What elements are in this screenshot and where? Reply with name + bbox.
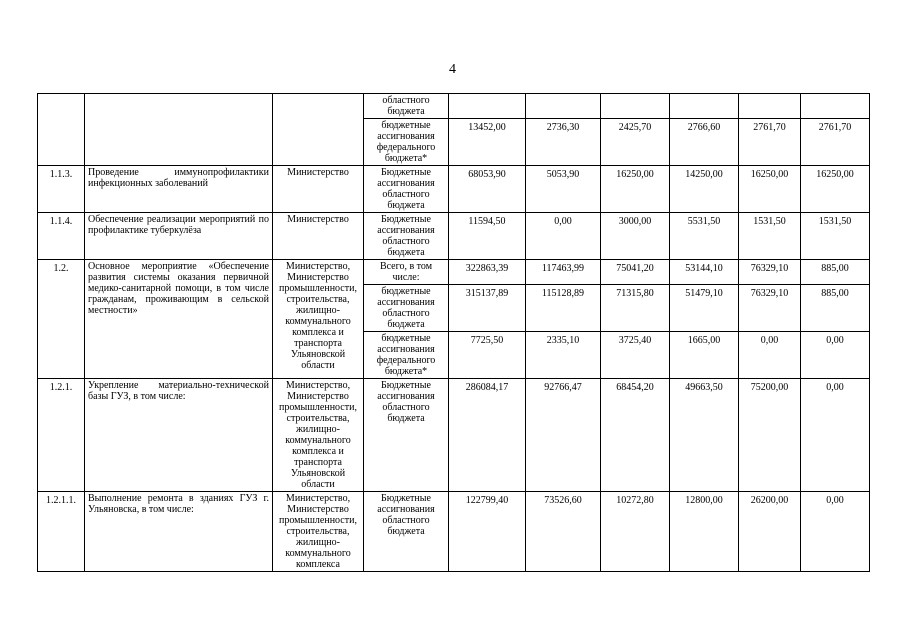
table-row (38, 94, 870, 119)
item-name: Выполнение ремонта в зданиях ГУЗ г. Ульяновска, в том числе: (85, 492, 273, 572)
value-cell: 322863,39 (449, 260, 526, 285)
table-row (38, 492, 870, 572)
value-cell: 68454,20 (601, 379, 670, 492)
item-name: Обеспечение реализации мероприятий по профилактике туберкулёза (85, 213, 273, 260)
value-cell: 3000,00 (601, 213, 670, 260)
value-cell: 7725,50 (449, 332, 526, 379)
item-executor: Министерство (273, 213, 364, 260)
item-number (38, 94, 85, 166)
value-cell: 5053,90 (526, 166, 601, 213)
value-cell: 2335,10 (526, 332, 601, 379)
value-cell: 117463,99 (526, 260, 601, 285)
value-cell: 68053,90 (449, 166, 526, 213)
funding-source: Бюджетные ассигнования областного бюджета (364, 379, 449, 492)
value-cell: 12800,00 (670, 492, 739, 572)
item-number: 1.2. (38, 260, 85, 379)
table-row (38, 260, 870, 285)
value-cell: 16250,00 (601, 166, 670, 213)
value-cell: 2766,60 (670, 119, 739, 166)
item-executor: Министерство, Министерство промышленности, строительства, жилищно-коммунального комплекса и транспорта Ульяновской области (273, 260, 364, 379)
item-number: 1.2.1.1. (38, 492, 85, 572)
value-cell: 75041,20 (601, 260, 670, 285)
item-number: 1.2.1. (38, 379, 85, 492)
funding-source: Бюджетные ассигнования областного бюджета (364, 166, 449, 213)
value-cell: 2736,30 (526, 119, 601, 166)
item-executor: Министерство, Министерство промышленности, строительства, жилищно-коммунального комплекса и транспорта Ульяновской области (273, 379, 364, 492)
item-name: Укрепление материально-технической базы ГУЗ, в том числе: (85, 379, 273, 492)
value-cell: 76329,10 (739, 260, 801, 285)
funding-source: Бюджетные ассигнования областного бюджета (364, 213, 449, 260)
value-cell: 16250,00 (739, 166, 801, 213)
funding-source: Бюджетные ассигнования областного бюджета (364, 492, 449, 572)
value-cell: 0,00 (739, 332, 801, 379)
funding-source: областного бюджета (364, 94, 449, 119)
value-cell: 75200,00 (739, 379, 801, 492)
value-cell: 2761,70 (739, 119, 801, 166)
value-cell (526, 94, 601, 119)
value-cell: 5531,50 (670, 213, 739, 260)
value-cell (670, 94, 739, 119)
value-cell: 2761,70 (801, 119, 870, 166)
value-cell: 286084,17 (449, 379, 526, 492)
value-cell: 53144,10 (670, 260, 739, 285)
value-cell: 10272,80 (601, 492, 670, 572)
table-row (38, 379, 870, 492)
value-cell: 3725,40 (601, 332, 670, 379)
value-cell: 0,00 (801, 379, 870, 492)
value-cell: 13452,00 (449, 119, 526, 166)
value-cell: 51479,10 (670, 285, 739, 332)
value-cell: 16250,00 (801, 166, 870, 213)
item-name: Проведение иммунопрофилактики инфекционных заболеваний (85, 166, 273, 213)
item-number: 1.1.4. (38, 213, 85, 260)
value-cell: 0,00 (526, 213, 601, 260)
funding-source: Всего, в том числе: (364, 260, 449, 285)
value-cell: 73526,60 (526, 492, 601, 572)
value-cell (801, 94, 870, 119)
item-executor: Министерство (273, 166, 364, 213)
value-cell: 1531,50 (739, 213, 801, 260)
item-name (85, 94, 273, 166)
value-cell: 76329,10 (739, 285, 801, 332)
value-cell: 26200,00 (739, 492, 801, 572)
table-row (38, 213, 870, 260)
funding-source: бюджетные ассигнования федерального бюджета* (364, 119, 449, 166)
value-cell: 2425,70 (601, 119, 670, 166)
value-cell: 49663,50 (670, 379, 739, 492)
value-cell: 122799,40 (449, 492, 526, 572)
value-cell: 0,00 (801, 492, 870, 572)
value-cell: 14250,00 (670, 166, 739, 213)
page-number: 4 (449, 62, 456, 77)
value-cell: 885,00 (801, 285, 870, 332)
value-cell: 1665,00 (670, 332, 739, 379)
item-executor: Министерство, Министерство промышленности, строительства, жилищно-коммунального комплекса (273, 492, 364, 572)
value-cell: 71315,80 (601, 285, 670, 332)
value-cell: 115128,89 (526, 285, 601, 332)
funding-source: бюджетные ассигнования областного бюджета (364, 285, 449, 332)
value-cell: 1531,50 (801, 213, 870, 260)
value-cell (739, 94, 801, 119)
value-cell: 315137,89 (449, 285, 526, 332)
value-cell: 885,00 (801, 260, 870, 285)
item-name: Основное мероприятие «Обеспечение развития системы оказания первичной медико-санитарной помощи, в том числе гражданам, проживающим в сельской местности» (85, 260, 273, 379)
value-cell: 92766,47 (526, 379, 601, 492)
item-number: 1.1.3. (38, 166, 85, 213)
table-row (38, 166, 870, 213)
budget-table (37, 93, 870, 572)
funding-source: бюджетные ассигнования федерального бюджета* (364, 332, 449, 379)
value-cell (449, 94, 526, 119)
item-executor (273, 94, 364, 166)
value-cell: 0,00 (801, 332, 870, 379)
value-cell: 11594,50 (449, 213, 526, 260)
value-cell (601, 94, 670, 119)
